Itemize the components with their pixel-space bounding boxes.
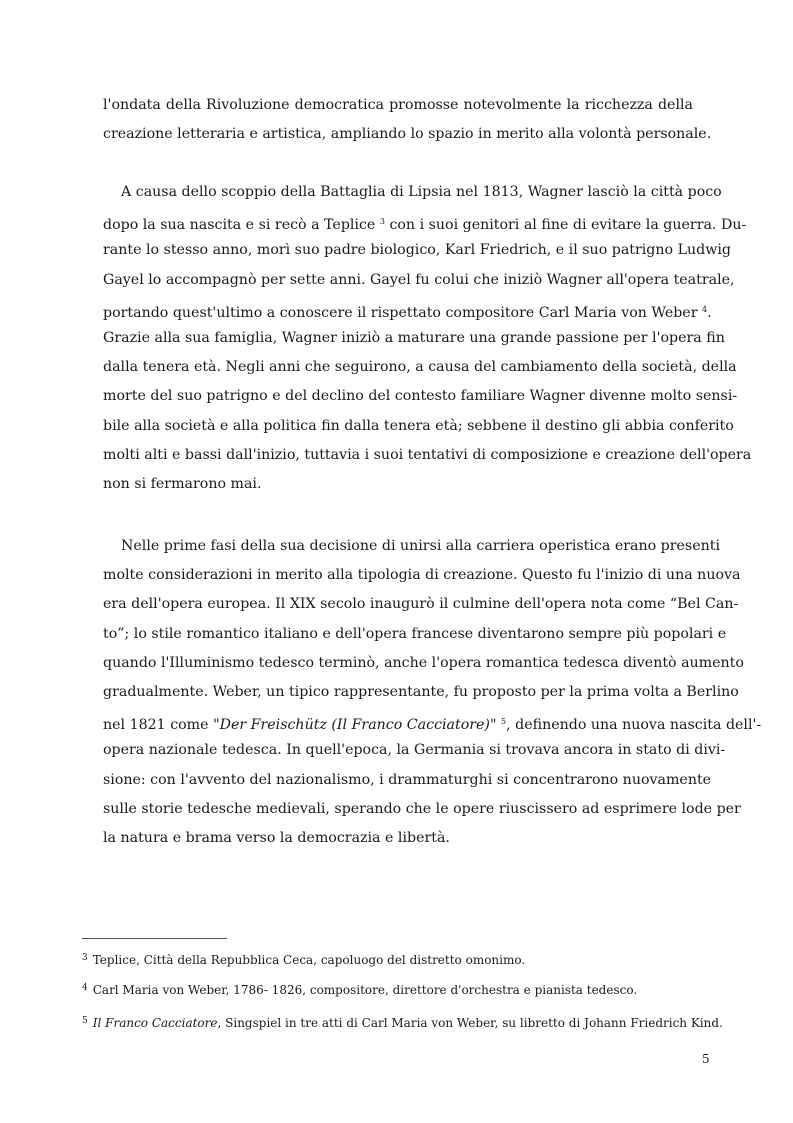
text-line: [103, 207, 747, 236]
footnote-number: 4: [82, 983, 88, 993]
text-line: [103, 707, 762, 736]
text-segment: nel 1821 come: [103, 717, 209, 734]
footnote-ref-3: 3: [379, 217, 385, 227]
text-line: dalla tenera età. Negli anni che seguirono, a causa del cambiamento della società, della: [103, 359, 737, 376]
paragraph-3: [103, 532, 762, 853]
text-segment: .: [707, 304, 712, 321]
page-number: 5: [702, 1052, 710, 1066]
text-line: to”; lo stile romantico italiano e dell'opera francese diventarono sempre più popolari e: [103, 625, 727, 642]
footnote-number: 5: [82, 1016, 88, 1026]
text-line: creazione letteraria e artistica, ampliando lo spazio in merito alla volontà personale.: [103, 126, 712, 143]
text-line: Gayel lo accompagnò per sette anni. Gayel fu colui che iniziò Wagner all'opera teatrale,: [103, 271, 735, 288]
text-line: bile alla società e alla politica fin dalla tenera età; sebbene il destino gli abbia conferito: [103, 417, 734, 434]
text-line: morte del suo patrigno e del declino del contesto familiare Wagner divenne molto sensi-: [103, 388, 738, 405]
text-line: era dell'opera europea. Il XIX secolo inaugurò il culmine dell'opera nota come “Bel Can-: [103, 596, 739, 613]
text-line: la natura e brama verso la democrazia e libertà.: [103, 829, 450, 846]
text-segment: , definendo una nuova nascita dell'-: [506, 717, 762, 734]
footnote-ref-5: 5: [501, 717, 507, 727]
text-line: quando l'Illuminismo tedesco terminò, anche l'opera romantica tedesca diventò aumento: [103, 654, 744, 671]
text-line: sione: con l'avvento del nazionalismo, i drammaturghi si concentrarono nuovamente: [103, 771, 712, 788]
text-line: Nelle prime fasi della sua decisione di unirsi alla carriera operistica erano presenti: [121, 538, 720, 554]
text-line: non si fermarono mai.: [103, 475, 262, 492]
opera-title: "Der Freischütz (Il Franco Cacciatore)": [213, 717, 497, 734]
paragraph-1: [103, 91, 712, 149]
footnote-ref-4: 4: [702, 304, 708, 314]
footnote-number: 3: [82, 953, 88, 963]
text-line: Grazie alla sua famiglia, Wagner iniziò a maturare una grande passione per l'opera fin: [103, 329, 725, 346]
footnote-text: , Singspiel in tre atti di Carl Maria von Weber, su libretto di Johann Friedrich Kind.: [217, 1016, 723, 1030]
footnote-text: Carl Maria von Weber, 1786- 1826, compositore, direttore d'orchestra e pianista tedesco.: [92, 983, 638, 997]
text-segment: portando quest'ultimo a conoscere il rispettato compositore Carl Maria von Weber: [103, 304, 698, 321]
text-line: molti alti e bassi dall'inizio, tuttavia i suoi tentativi di composizione e creazione dell'opera: [103, 446, 752, 463]
paragraph-2: [103, 178, 752, 499]
text-line: opera nazionale tedesca. In quell'epoca, la Germania si trovava ancora in stato di divi-: [103, 742, 726, 759]
footnote-separator: [82, 938, 227, 939]
text-line: gradualmente. Weber, un tipico rappresentante, fu proposto per la prima volta a Berlino: [103, 683, 739, 700]
footnote-3: [82, 950, 525, 968]
footnote-4: [82, 980, 637, 998]
text-line: molte considerazioni in merito alla tipologia di creazione. Questo fu l'inizio di una nuova: [103, 567, 741, 584]
text-line: sulle storie tedesche medievali, sperando che le opere riuscissero ad esprimere lode per: [103, 800, 741, 817]
footnote-text: Teplice, Città della Repubblica Ceca, capoluogo del distretto omonimo.: [92, 953, 526, 967]
text-line: A causa dello scoppio della Battaglia di Lipsia nel 1813, Wagner lasciò la città poco: [121, 184, 722, 200]
text-line: rante lo stesso anno, morì suo padre biologico, Karl Friedrich, e il suo patrigno Ludwig: [103, 242, 731, 259]
footnote-italic-title: Il Franco Cacciatore: [92, 1016, 218, 1030]
footnote-5: [82, 1013, 723, 1031]
text-segment: dopo la sua nascita e si recò a Teplice: [103, 217, 376, 234]
text-line: [103, 295, 712, 324]
text-segment: con i suoi genitori al fine di evitare la guerra. Du-: [389, 217, 747, 234]
text-line: l'ondata della Rivoluzione democratica promosse notevolmente la ricchezza della: [103, 97, 693, 113]
